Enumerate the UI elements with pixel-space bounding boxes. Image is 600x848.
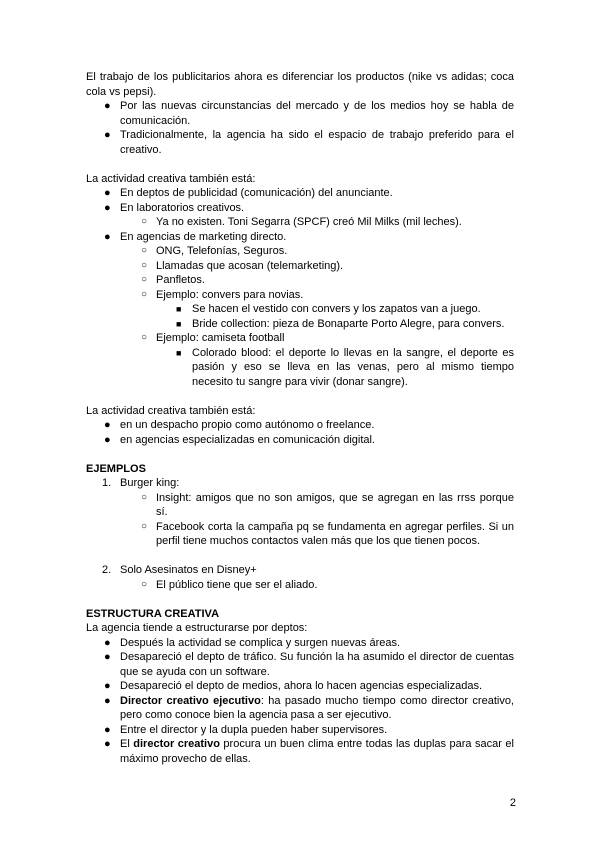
bullet-marker: ● [104,738,111,750]
bullet-marker: ● [104,636,111,649]
bullet-marker: ● [104,230,111,243]
circle-marker: ○ [141,332,148,343]
circle-marker: ○ [141,578,148,590]
bullet-marker: ● [104,187,111,199]
list-item: ● Por las nuevas circunstancias del mercado y de los medios hoy se habla de comunicación. [104,100,514,127]
number-marker: 1. [102,477,112,489]
circle-marker: ○ [141,259,148,271]
list-item: ● Después la actividad se complica y surgen nuevas áreas. [104,636,401,649]
list-item: ■ Colorado blood: el deporte lo llevas en la sangre, el deporte es pasión y eso se lleva en las venas, pero al mismo tiempo necesito tu sangre para vivir (donar sangre). [176,346,514,388]
list-item: ● En deptos de publicidad (comunicación) del anunciante. [104,187,393,199]
sub-list [120,491,514,549]
intro-paragraph: El trabajo de los publicitarios ahora es diferenciar los productos (nike vs adidas; coca cola vs pepsi). [86,71,514,98]
bullet-marker: ● [104,129,111,141]
sub-list [120,578,514,593]
list-item: ● En laboratorios creativos. ○ Ya no existen. Toni Segarra (SPCF) creó Mil Milks (mil leches). [120,201,514,230]
number-marker: 2. [102,564,112,576]
circle-marker: ○ [141,288,148,300]
list-item: ○ Facebook corta la campaña pq se fundamenta en agregar perfiles. Si un perfil tiene muchos contactos valen más que los que tienen pocos. [141,520,514,547]
bullet-marker: ● [104,419,111,431]
list-item: ● Tradicionalmente, la agencia ha sido el espacio de trabajo preferido para el creativo. [104,129,514,156]
list-item: ● Desapareció el depto de medios, ahora lo hacen agencias especializadas. [104,680,483,692]
bullet-marker: ● [104,723,111,736]
actividad-list-2 [86,418,514,447]
list-item: ○ Ya no existen. Toni Segarra (SPCF) creó Mil Milks (mil leches). [141,216,462,228]
list-item: ■ Se hacen el vestido con convers y los zapatos van a juego. [176,303,481,315]
square-marker: ■ [176,304,182,314]
list-item: ○ ONG, Telefonías, Seguros. [141,245,288,257]
list-item: ● En agencias de marketing directo. ○ ONG, Telefonías, Seguros. ○ Llamadas que acosan (telemarketing). ○ Panfletos. ○ Ejemplo: convers para novias. ■ Se hacen el vestido con convers y los zapatos van a juego. ■ Bride collection: pieza de Bonaparte Porto Alegre, para convers. ○ Ejemplo: camiseta football ■ Colorado blood: el deporte lo llevas en la sangre, el deporte es pasión y eso se lleva en las venas, pero al mismo tiempo necesito tu sangre para vivir (donar sangre). [104,230,514,388]
ejemplos-heading: EJEMPLOS [86,462,146,475]
estructura-paragraph: La agencia tiende a estructurarse por deptos: [86,622,308,634]
circle-marker: ○ [141,520,148,532]
page-number: 2 [509,797,516,809]
bullet-marker: ● [104,680,111,692]
actividad-list-1 [86,186,514,389]
bullet-marker: ● [104,433,111,446]
list-spacer [120,549,514,564]
list-item: ■ Bride collection: pieza de Bonaparte Porto Alegre, para convers. [176,317,505,330]
list-item: 2. Solo Asesinatos en Disney+ ○ El público tiene que ser el aliado. [120,563,514,592]
actividad-paragraph-1: La actividad creativa también está: [86,172,256,185]
bullet-marker: ● [104,100,111,112]
circle-marker: ○ [141,216,148,227]
list-item: ● en un despacho propio como autónomo o freelance. [104,419,375,431]
ejemplos-list [86,476,514,592]
circle-marker: ○ [141,274,148,285]
list-item: ● Entre el director y la dupla pueden haber supervisores. [104,723,388,736]
bullet-marker: ● [104,651,111,663]
list-item: 1. Burger king: ○ Insight: amigos que no son amigos, que se agregan en las rrss porque sí. ○ Facebook corta la campaña pq se fundamenta en agregar perfiles. Si un perfil tiene muchos contactos valen más que los que tienen pocos. [102,477,514,547]
sub-list [120,215,514,230]
sub-sub-list [156,346,514,390]
bullet-marker: ● [104,694,111,707]
list-item: ● Director creativo ejecutivo: ha pasado mucho tiempo como director creativo, pero como conoce bien la agencia pasa a ser ejecutivo. [104,694,514,721]
circle-marker: ○ [141,491,148,503]
intro-list [86,99,514,157]
circle-marker: ○ [141,245,148,256]
estructura-heading: ESTRUCTURA CREATIVA [86,607,220,620]
square-marker: ■ [176,347,182,358]
page-content [86,70,514,766]
list-item: ○ Ejemplo: convers para novias. ■ Se hacen el vestido con convers y los zapatos van a juego. ■ Bride collection: pieza de Bonaparte Porto Alegre, para convers. [156,288,514,332]
list-item: ● Desapareció el depto de tráfico. Su función la ha asumido el director de cuentas que se ayuda con un software. [104,651,514,678]
list-item: ● en agencias especializadas en comunicación digital. [104,433,375,446]
list-item: ○ Ejemplo: camiseta football ■ Colorado blood: el deporte lo llevas en la sangre, el deporte es pasión y eso se lleva en las venas, pero al mismo tiempo necesito tu sangre para vivir (donar sangre). [141,332,514,388]
estructura-list [86,636,514,767]
square-marker: ■ [176,318,182,329]
sub-list [120,244,514,389]
list-item: ○ El público tiene que ser el aliado. [141,578,318,591]
bullet-marker: ● [104,201,111,214]
list-item: ○ Panfletos. [141,274,205,286]
list-item: ○ Insight: amigos que no son amigos, que se agregan en las rrss porque sí. [141,491,514,518]
list-item: ○ Llamadas que acosan (telemarketing). [141,259,344,272]
list-item: ● El director creativo procura un buen clima entre todas las duplas para sacar el máximo provecho de ellas. [104,738,514,765]
actividad-paragraph-2: La actividad creativa también está: [86,404,256,417]
sub-sub-list [156,302,514,331]
